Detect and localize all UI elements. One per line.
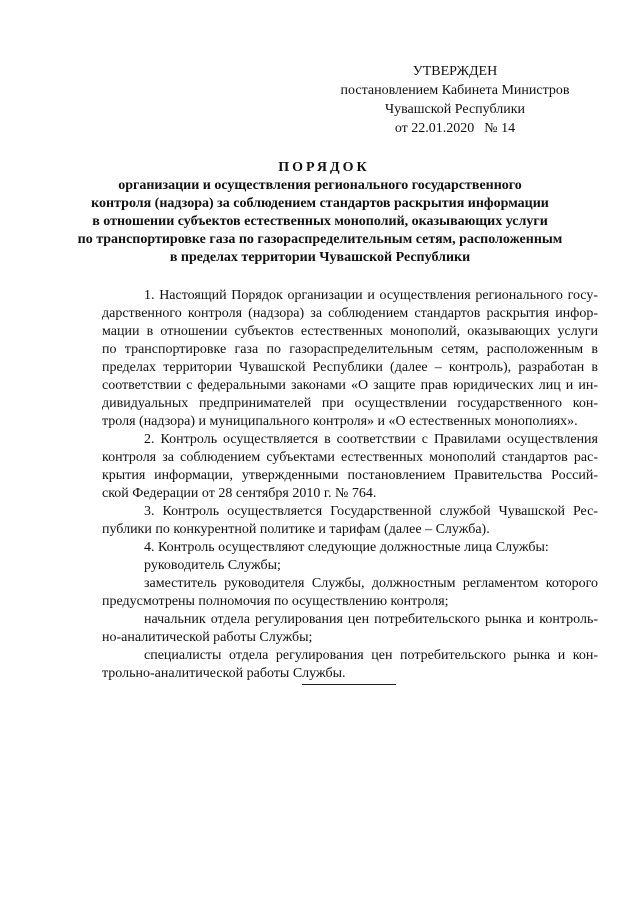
approval-heading: УТВЕРЖДЕН <box>412 64 498 79</box>
body-line: по транспортировке газа по газораспределительным сетям, расположенным в <box>102 342 598 357</box>
subtitle-line: в пределах территории Чувашской Республики <box>169 250 471 265</box>
body-line: заместитель руководителя Службы, должностным регламентом которого <box>144 576 598 591</box>
body-line: предусмотрены полномочия по осуществлению контроля; <box>102 594 449 609</box>
body-line: 3. Контроль осуществляется Государственной службой Чувашской Рес- <box>144 504 598 519</box>
approval-date-line <box>300 119 610 138</box>
body-line: троля (надзора) и муниципального контроля» и «О естественных монополиях». <box>102 414 578 429</box>
body-line: 1. Настоящий Порядок организации и осуществления регионального госу- <box>144 288 598 303</box>
document-title: ПОРЯДОК <box>278 160 370 175</box>
body-line: дарственного контроля (надзора) за соблюдением стандартов раскрытия инфор- <box>102 306 598 321</box>
approval-number: № 14 <box>484 121 516 136</box>
document-subtitle <box>40 177 600 267</box>
body-line: контроля за соблюдением субъектами естественных монополий стандартов рас- <box>102 450 598 465</box>
approval-date: от 22.01.2020 <box>394 121 475 136</box>
body-line: 2. Контроль осуществляется в соответствии с Правилами осуществления <box>144 432 598 447</box>
body-line: 4. Контроль осуществляют следующие должностные лица Службы: <box>144 540 549 555</box>
subtitle-line: контроля (надзора) за соблюдением стандартов раскрытия информации <box>91 196 549 211</box>
body-line: пределах территории Чувашской Республики (далее – контроль), разработан в <box>102 360 598 375</box>
body-line: крытия информации, утвержденными постановлением Правительства Россий- <box>102 468 598 483</box>
body-line: руководитель Службы; <box>144 558 281 573</box>
body-line: соответствии с федеральными законами «О защите прав юридических лиц и ин- <box>102 378 598 393</box>
body-line: начальник отдела регулирования цен потребительского рынка и контроль- <box>144 612 598 627</box>
approval-region: Чувашской Республики <box>384 102 526 117</box>
body-line: дивидуальных предпринимателей при осуществлении государственного кон- <box>102 396 598 411</box>
approval-authority: постановлением Кабинета Министров <box>340 83 570 98</box>
body-line: публики по конкурентной политике и тарифам (далее – Служба). <box>102 522 490 537</box>
body-line: ской Федерации от 28 сентября 2010 г. № 764. <box>102 486 377 501</box>
approval-stamp <box>300 62 610 138</box>
body-line: но-аналитической работы Службы; <box>102 630 313 645</box>
subtitle-line: в отношении субъектов естественных монополий, оказывающих услуги <box>92 214 548 229</box>
body-line: мации в отношении субъектов естественных монополий, оказывающих услуги <box>102 324 598 339</box>
subtitle-line: по транспортировке газа по газораспределительным сетям, расположенным <box>77 232 563 247</box>
body-line: трольно-аналитической работы Службы. <box>102 666 346 681</box>
end-divider <box>302 684 396 685</box>
body-line: специалисты отдела регулирования цен потребительского рынка и кон- <box>144 648 598 663</box>
subtitle-line: организации и осуществления регионального государственного <box>118 178 522 193</box>
document-body <box>102 287 598 683</box>
